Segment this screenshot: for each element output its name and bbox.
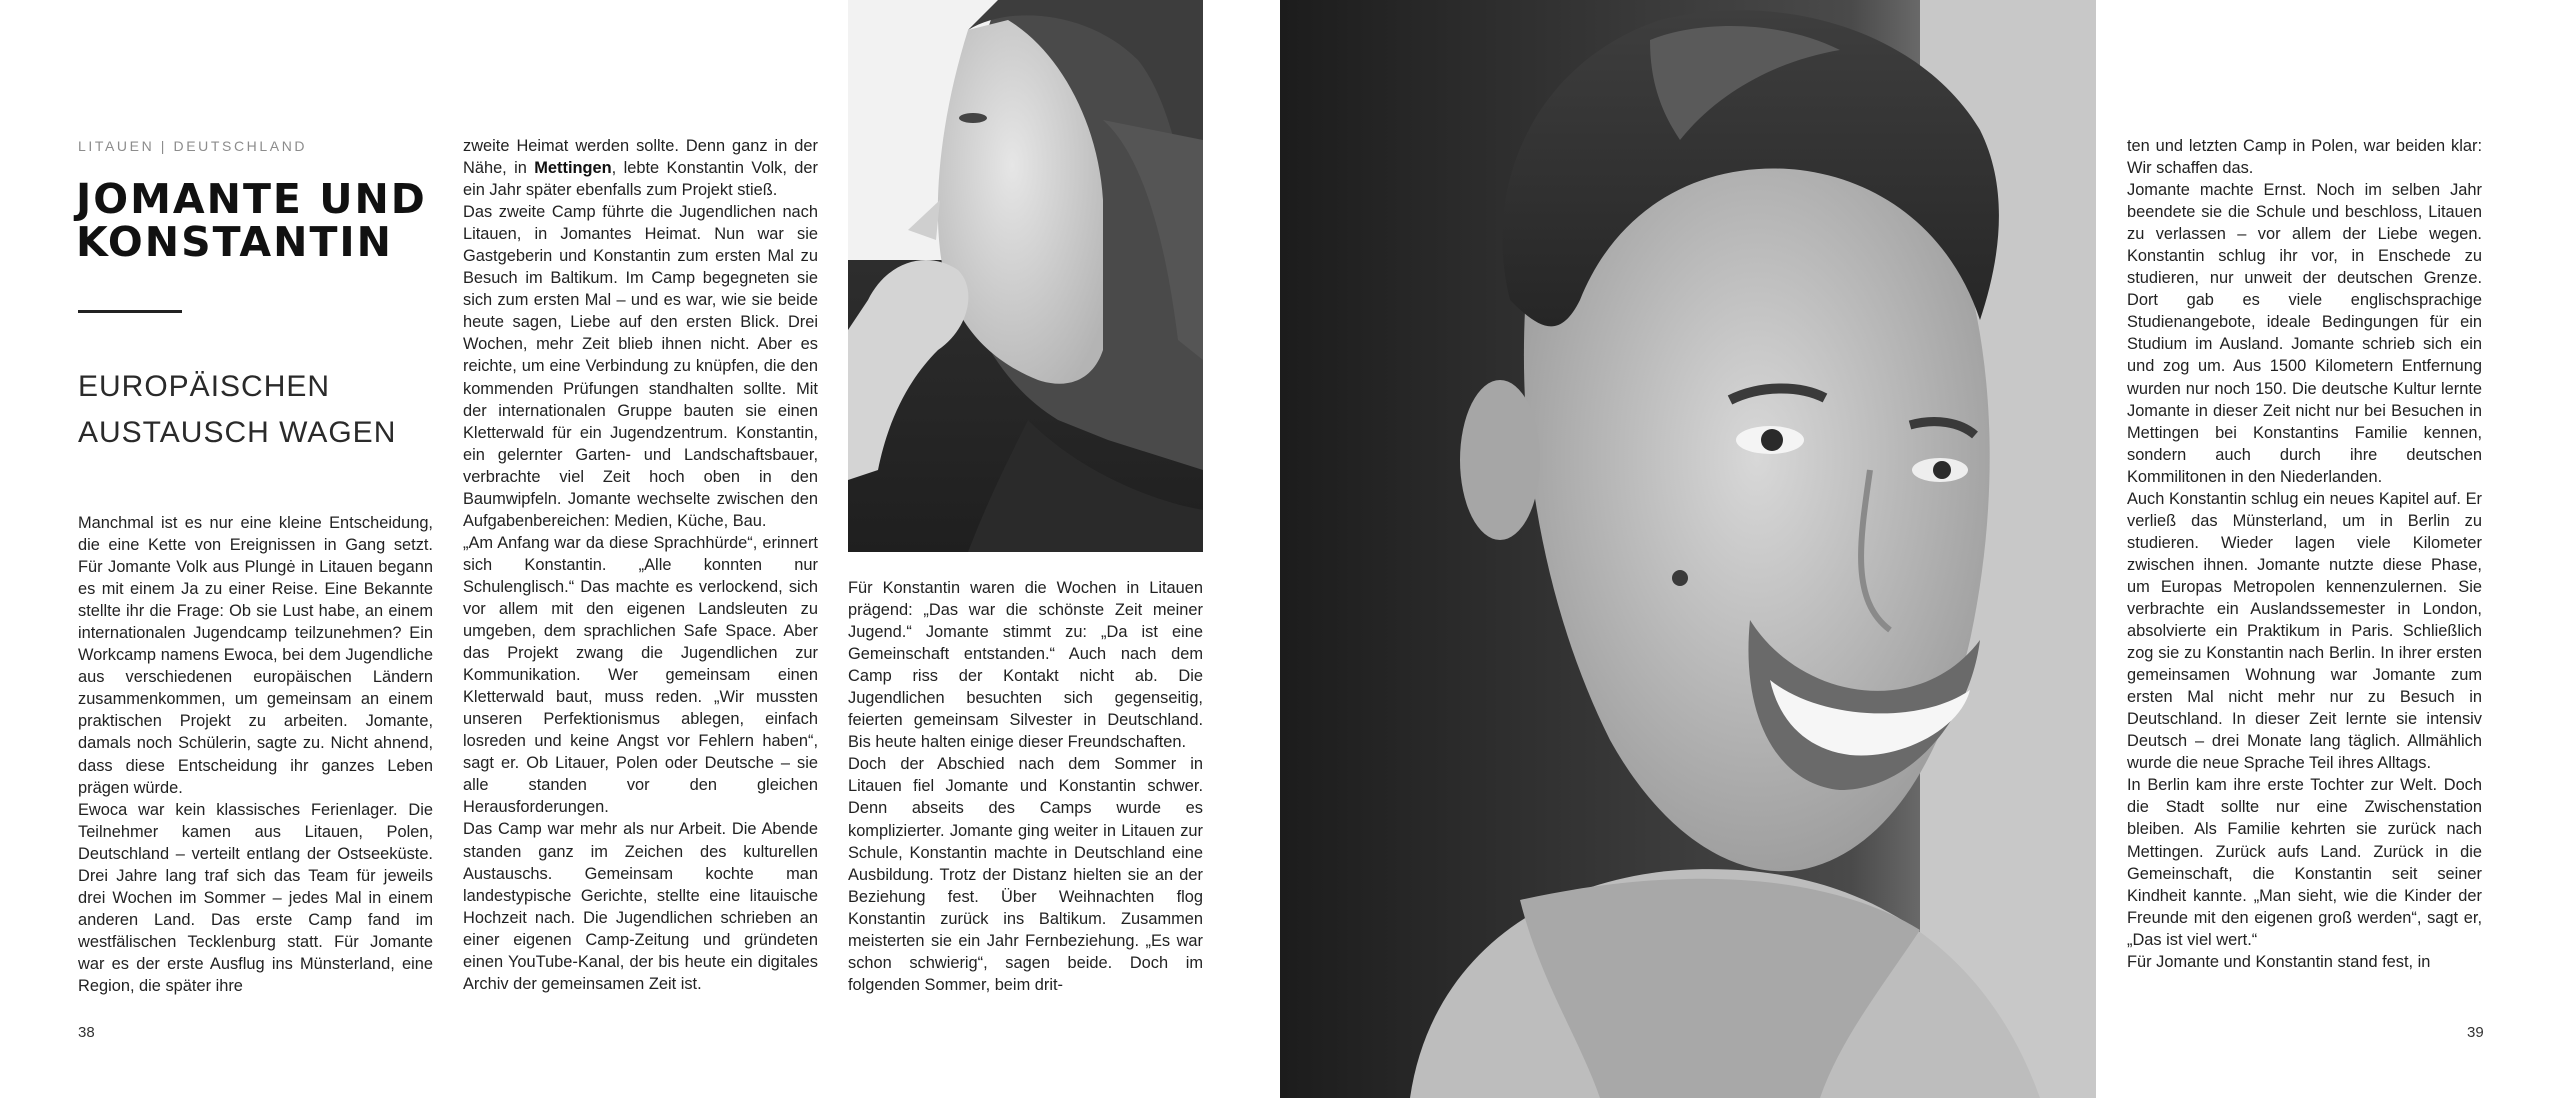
- paragraph: Das Camp war mehr als nur Arbeit. Die Abende standen ganz im Zeichen des kulturellen Austauschs. Gemeinsam kochte man landestypische Gerichte, stellte eine litauische Hochzeit nach. Die Jugendlichen schrieben an einer eigenen Camp-Zeitung und gründeten einen YouTube-Kanal, der bis heute ein digitales Archiv der gemeinsamen Zeit ist.: [463, 820, 818, 993]
- paragraph: In Berlin kam ihre erste Tochter zur Welt. Doch die Stadt sollte nur eine Zwischenstation bleiben. Als Familie kehrten sie zurück nach Mettingen. Zurück aufs Land. Zurück in die Gemeinschaft, die Konstantin seit seiner Kindheit kannte. „Man sieht, wie die Kinder der Freunde mit den eigenen groß werden“, sagt er, „Das ist viel wert.“: [2127, 776, 2482, 949]
- text-column-4: [2127, 135, 2482, 973]
- section-kicker: LITAUEN | DEUTSCHLAND: [78, 138, 308, 154]
- paragraph: ten und letzten Camp in Polen, war beiden klar: Wir schaffen das.: [2127, 137, 2482, 178]
- paragraph: Das zweite Camp führte die Jugendlichen nach Litauen, in Jomantes Heimat. Nun war sie Gastgeberin und Konstantin zum ersten Mal zu Besuch im Baltikum. Im Camp begegneten sie sich zum ersten Mal – und es war, wie sie beide heute sagen, Liebe auf den ersten Blick. Drei Wochen, mehr Zeit blieb ihnen nicht. Aber es reichte, um eine Verbindung zu knüpfen, die den kommenden Prüfungen standhalten sollte. Mit der internationalen Gruppe bauten sie einen Kletterwald für ein Jugendzentrum. Konstantin, ein gelernter Garten- und Landschaftsbauer, verbrachte viel Zeit hoch oben in den Baumwipfeln. Jomante wechselte zwischen den Aufgabenbereichen: Medien, Küche, Bau.: [463, 203, 818, 530]
- paragraph: [463, 135, 818, 201]
- woman-photo-image: [848, 0, 1203, 552]
- place-name-bold: Mettingen: [534, 159, 612, 178]
- text-column-1: [78, 512, 433, 997]
- page-number-left: 38: [78, 1024, 95, 1041]
- article-subtitle: [78, 364, 418, 456]
- paragraph: Doch der Abschied nach dem Sommer in Litauen fiel Jomante und Konstantin schwer. Denn abseits des Camps wurde es komplizierter. Jomante ging weiter in Litauen zur Schule, Konstantin machte in Deutschland eine Ausbildung. Trotz der Distanz hielten sie an der Beziehung fest. Über Weihnachten flog Konstantin zurück ins Baltikum. Zusammen meisterten sie ein Jahr Fernbeziehung. „Es war schon schwierig“, sagen beide. Doch im folgenden Sommer, beim drit-: [848, 755, 1203, 994]
- paragraph: Ewoca war kein klassisches Ferienlager. Die Teilnehmer kamen aus Litauen, Polen, Deutschland – verteilt entlang der Ostseeküste. Drei Jahre lang traf sich das Team für jeweils drei Wochen im Sommer – jedes Mal in einem anderen Land. Das erste Camp fand im westfälischen Tecklenburg statt. Für Jomante war es der erste Ausflug ins Münsterland, eine Region, die später ihre: [78, 800, 433, 995]
- paragraph: Auch Konstantin schlug ein neues Kapitel auf. Er verließ das Münsterland, um in Berlin zu studieren. Wieder lagen viele Kilometer zwischen ihnen. Jomante nutzte diese Phase, um Europas Metropolen kennenzulernen. Sie verbrachte ein Auslandssemester in London, absolvierte ein Praktikum in Paris. Schließlich zog sie zu Konstantin nach Berlin. In ihrer ersten gemeinsamen Wohnung war Jomante zum ersten Mal nicht mehr nur zu Besuch in Deutschland. In dieser Zeit lernte sie intensiv Deutsch – drei Monate lang täglich. Allmählich wurde die neue Sprache Teil ihres Alltags.: [2127, 489, 2482, 773]
- article-title: [76, 175, 456, 266]
- paragraph: Manchmal ist es nur eine kleine Entscheidung, die eine Kette von Ereignissen in Gang setzt. Für Jomante Volk aus Plungė in Litauen begann es mit einem Ja zu einer Reise. Eine Bekannte stellte ihr die Frage: Ob sie Lust habe, an einem internationalen Jugendcamp teilzunehmen? Ein Workcamp namens Ewoca, bei dem Jugendliche aus verschiedenen europäischen Ländern zusammenkommen, um gemeinsam an einem praktischen Projekt zu arbeiten. Jomante, damals noch Schülerin, sagte zu. Nicht ahnend, dass diese Entscheidung ihr ganzes Leben prägen würde.: [78, 514, 433, 797]
- paragraph: „Am Anfang war da diese Sprachhürde“, erinnert sich Konstantin. „Alle konnten nur Schulenglisch.“ Das machte es verlockend, sich vor allem mit den eigenen Landsleuten zu umgeben, dem sprachlichen Safe Space. Aber das Projekt zwang die Jugendlichen zur Kommunikation. Wer gemeinsam einen Kletterwald baut, muss reden. „Wir mussten unseren Perfektionismus ablegen, einfach losreden und keine Angst vor Fehlern haben“, sagt er. Ob Litauer, Polen oder Deutsche – sie alle standen vor den gleichen Herausforderungen.: [463, 533, 818, 817]
- title-line-2: KONSTANTIN: [76, 218, 393, 266]
- paragraph: Für Jomante und Konstantin stand fest, in: [2127, 952, 2431, 971]
- text-column-2: [463, 135, 818, 995]
- subtitle-line-2: AUSTAUSCH WAGEN: [78, 416, 397, 449]
- paragraph: Für Konstantin waren die Wochen in Litauen prägend: „Das war die schönste Zeit meiner Jugend.“ Jomante stimmt zu: „Da ist eine Gemeinschaft entstanden.“ Auch nach dem Camp riss der Kontakt nicht ab. Die Jugendlichen besuchten sich gegenseitig, feierten gemeinsam Silvester in Deutschland. Bis heute halten einige dieser Freundschaften.: [848, 579, 1203, 752]
- text-run: zweite Heimat werden sollte. Denn ganz in der Nähe, in: [463, 137, 818, 178]
- text-column-3: [848, 577, 1203, 996]
- text-run: , lebte Konstantin Volk, der ein Jahr später ebenfalls zum Projekt stieß.: [463, 159, 818, 200]
- portrait-photo-woman: [848, 0, 1203, 552]
- title-line-1: JOMANTE UND: [76, 175, 427, 223]
- portrait-photo-man: [1280, 0, 2096, 1098]
- title-divider: [78, 310, 182, 313]
- subtitle-line-1: EUROPÄISCHEN: [78, 370, 331, 403]
- man-photo-image: [1280, 0, 2096, 1098]
- page-number-right: 39: [2467, 1024, 2484, 1041]
- paragraph: Jomante machte Ernst. Noch im selben Jahr beendete sie die Schule und beschloss, Litauen zu verlassen – vor allem der Liebe wegen. Konstantin schlug ihr vor, in Enschede zu studieren, nur unweit der deutschen Grenze. Dort gab es viele englischsprachige Studienangebote, ideale Bedingungen für ein Studium im Ausland. Jomante schrieb sich ein und zog um. Aus 1500 Kilometern Entfernung wurden nur noch 150. Die deutsche Kultur lernte Jomante in dieser Zeit nicht nur bei Besuchen in Mettingen bei Konstantins Familie kennen, sondern auch durch ihre deutschen Kommilitonen in den Niederlanden.: [2127, 181, 2482, 486]
